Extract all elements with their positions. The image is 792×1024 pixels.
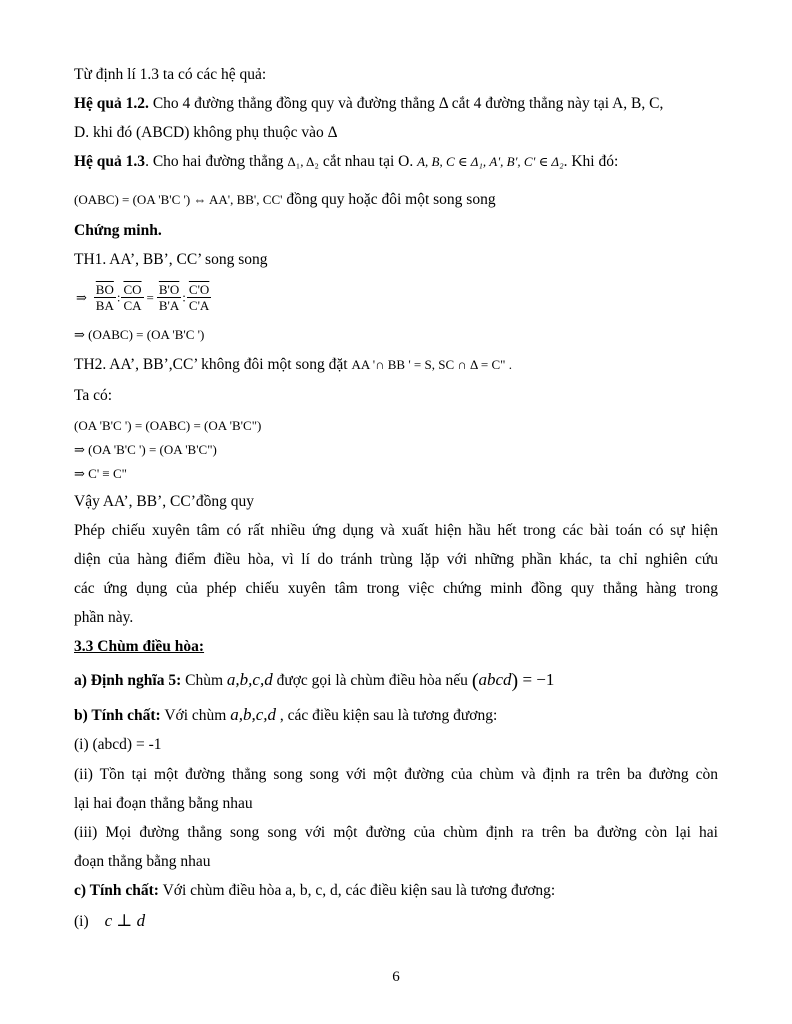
- property-b-math: a,b,c,d: [230, 705, 276, 724]
- fraction-numerator: $\overline{BO}$: [95, 282, 114, 297]
- equation-line-3: ⇒ C' ≡ C": [74, 466, 127, 481]
- condition-iii-line-2: đoạn thẳng bằng nhau: [74, 853, 211, 870]
- corollary-1-2-label: Hệ quả 1.2.: [74, 95, 149, 112]
- fraction-denominator: BA: [95, 298, 114, 313]
- corollary-1-3: [74, 153, 618, 171]
- definition-5-math-rest: = −1: [518, 670, 555, 689]
- paren-close: ): [511, 670, 519, 692]
- corollary-1-3-math: A, B, C ∈ Δ₁, A', B', C' ∈ Δ₂: [417, 154, 564, 169]
- fraction-numerator: C'O: [188, 282, 210, 297]
- property-b: [74, 705, 497, 725]
- corollary-1-3-eq-math: (OABC) = (OA 'B'C ') ⇔ AA', BB', CC': [74, 192, 283, 207]
- fraction-bpo-bpa: [157, 282, 181, 313]
- condition-iii-line-1: (iii) Mọi đường thẳng song song với một đường của chùm định ra trên ba đường còn lại hai: [74, 824, 718, 841]
- definition-5-math-1: a,b,c,d: [226, 670, 273, 689]
- fraction-denominator: CA: [123, 298, 142, 313]
- definition-5: [74, 670, 554, 693]
- condition-ii-line-1: (ii) Tồn tại một đường thẳng song song với một đường của chùm và định ra trên ba đường còn: [74, 766, 718, 783]
- property-b-label: b) Tính chất:: [74, 707, 161, 724]
- paren-open: (: [471, 670, 479, 692]
- paragraph-line-3: các ứng dụng của phép chiếu xuyên tâm trong việc chứng minh đồng quy thẳng hàng trong: [74, 580, 718, 597]
- definition-5-math-2: abcd: [478, 670, 512, 689]
- definition-5-text-1: Chùm: [181, 672, 227, 689]
- corollary-1-3-label: Hệ quả 1.3: [74, 153, 146, 170]
- corollary-1-3-equation: [74, 191, 496, 209]
- property-c-condition-i: [74, 911, 145, 931]
- condition-label: (i): [74, 913, 89, 930]
- implies-symbol: ⇒: [76, 289, 87, 305]
- page-number: 6: [392, 969, 400, 985]
- equation-line-1: (OA 'B'C ') = (OABC) = (OA 'B'C"): [74, 418, 262, 433]
- property-b-text-2: , các điều kiện sau là tương đương:: [276, 707, 498, 724]
- definition-5-label: a) Định nghĩa 5:: [74, 672, 182, 689]
- proof-heading: Chứng minh.: [74, 222, 162, 239]
- condition-i: (i) (abcd) = -1: [74, 736, 162, 753]
- property-b-text-1: Với chùm: [160, 707, 231, 724]
- corollary-1-3-eq-text: đồng quy hoặc đôi một song song: [282, 191, 496, 208]
- ratio-colon: :: [182, 289, 186, 305]
- case-2: [74, 356, 512, 374]
- corollary-1-2-cont: D. khi đó (ABCD) không phụ thuộc vào Δ: [74, 124, 338, 141]
- intro-line: Từ định lí 1.3 ta có các hệ quả:: [74, 66, 267, 83]
- perpendicular-math: c ⊥ d: [104, 911, 146, 930]
- fraction-cpo-cpa: [187, 282, 211, 313]
- corollary-1-3-text-b: cắt nhau tại O.: [318, 153, 418, 170]
- definition-5-text-2: được gọi là chùm điều hòa nếu: [272, 672, 472, 689]
- fraction-denominator: B'A: [158, 298, 180, 313]
- corollary-1-3-text-c: . Khi đó:: [563, 153, 619, 170]
- paragraph-line-1: Phép chiếu xuyên tâm có rất nhiều ứng dụng và xuất hiện hầu hết trong các bài toán có sự hiện: [74, 522, 718, 539]
- paragraph-line-4: phần này.: [74, 609, 134, 626]
- case-2-text: TH2. AA’, BB’,CC’ không đôi một song đặt: [74, 356, 352, 373]
- fraction-bo-ba: [94, 282, 116, 313]
- paragraph-line-2: diện của hàng điểm điều hòa, vì lí do tránh trùng lặp với những phần khác, ta chỉ nghiên cứu: [74, 551, 718, 568]
- case-1-result: ⇒ (OABC) = (OA 'B'C '): [74, 327, 205, 342]
- equals-sign: =: [146, 289, 154, 305]
- property-c-text: Với chùm điều hòa a, b, c, d, các điều kiện sau là tương đương:: [158, 882, 556, 899]
- ratio-equation: [74, 282, 212, 313]
- fraction-numerator: $\overline{CO}$: [123, 282, 142, 297]
- case-2-math: AA '∩ BB ' = S, SC ∩ Δ = C" .: [351, 357, 512, 372]
- fraction-numerator: B'O: [158, 282, 180, 297]
- condition-ii-line-2: lại hai đoạn thẳng bằng nhau: [74, 795, 253, 812]
- corollary-1-2: [74, 95, 663, 113]
- section-heading: 3.3 Chùm điều hòa:: [74, 638, 205, 655]
- conclusion: Vậy AA’, BB’, CC’đồng quy: [74, 493, 254, 510]
- we-have: Ta có:: [74, 387, 113, 404]
- corollary-1-3-text-a: . Cho hai đường thẳng: [145, 153, 288, 170]
- property-c: [74, 882, 555, 900]
- fraction-co-ca: [121, 282, 143, 313]
- case-1: TH1. AA’, BB’, CC’ song song: [74, 251, 268, 268]
- equation-line-2: ⇒ (OA 'B'C ') = (OA 'B'C"): [74, 442, 217, 457]
- corollary-1-3-delta: Δ₁, Δ₂: [287, 154, 319, 169]
- property-c-label: c) Tính chất:: [74, 882, 159, 899]
- fraction-denominator: C'A: [188, 298, 210, 313]
- corollary-1-2-text: Cho 4 đường thẳng đồng quy và đường thẳng Δ cắt 4 đường thẳng này tại A, B, C,: [148, 95, 664, 112]
- ratio-colon: :: [116, 289, 121, 305]
